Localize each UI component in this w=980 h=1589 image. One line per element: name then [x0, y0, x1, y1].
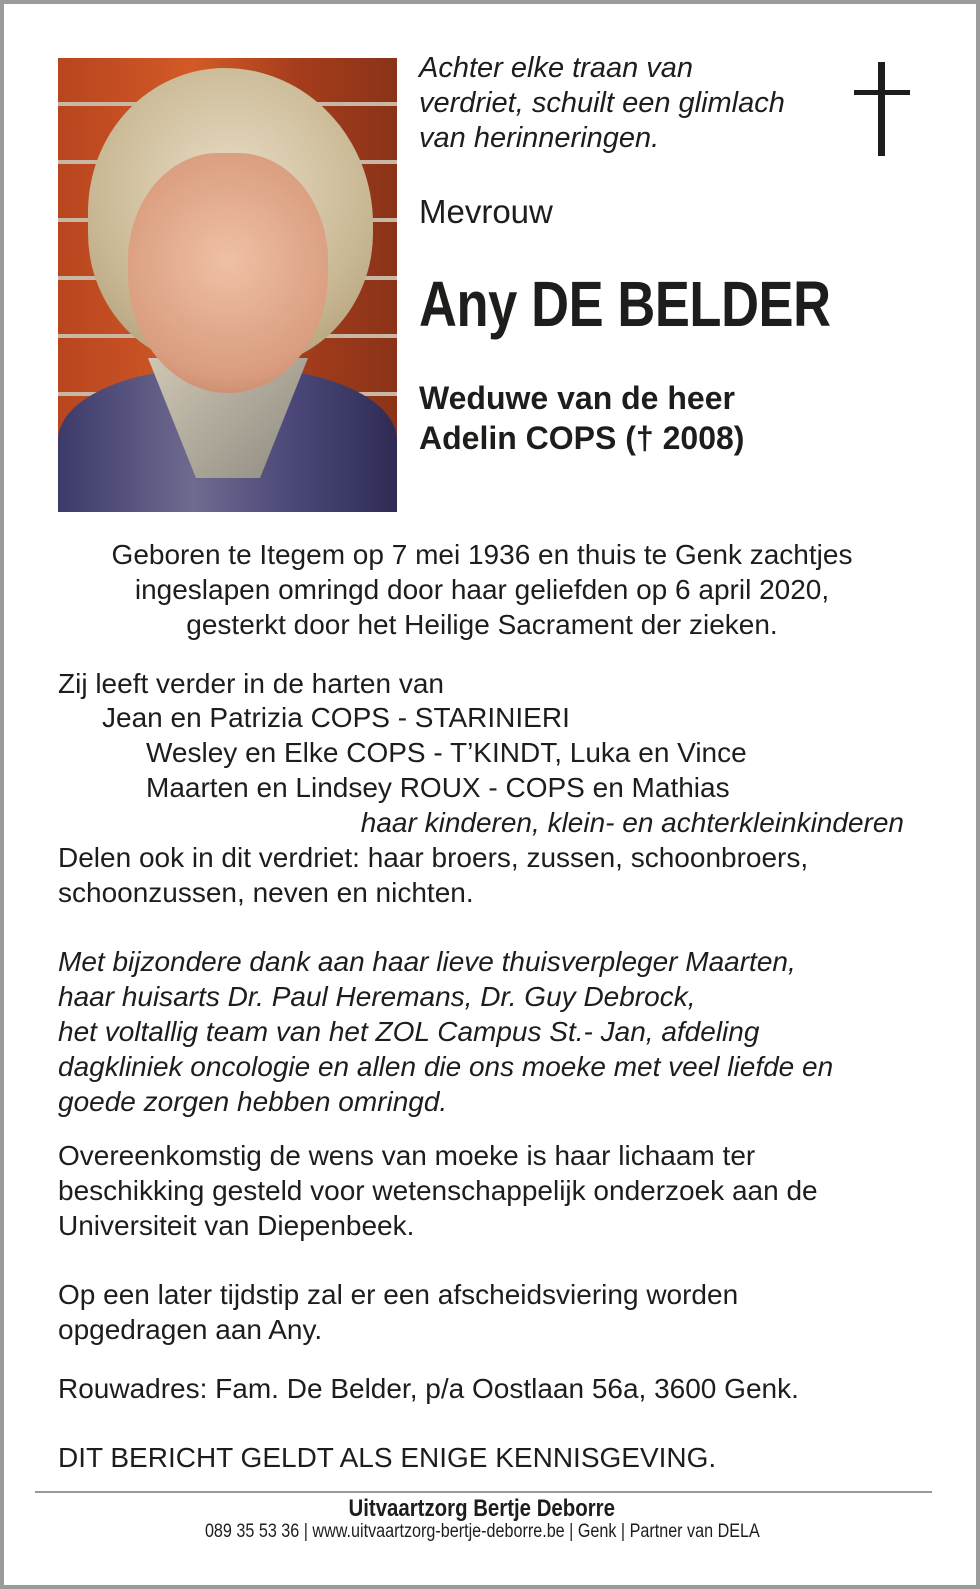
widow-line: Weduwe van de heer [419, 380, 735, 416]
farewell-line: opgedragen aan Any. [58, 1314, 323, 1345]
quote-line: Achter elke traan van [419, 52, 694, 84]
funeral-company: Uitvaartzorg Bertje Deborre [348, 1495, 616, 1522]
funeral-contact: 089 35 53 36 | www.uitvaartzorg-bertje-deborre.be | Genk | Partner van DELA [204, 1521, 760, 1542]
family-also: Delen ook in dit verdriet: haar broers, zussen, schoonbroers, [58, 842, 809, 873]
family-intro: Zij leeft verder in de harten van [58, 668, 444, 699]
birth-line: gesterkt door het Heilige Sacrament der zieken. [186, 609, 778, 640]
title: Mevrouw [419, 193, 553, 230]
science-line: Overeenkomstig de wens van moeke is haar lichaam ter [58, 1140, 756, 1171]
family-caption: haar kinderen, klein- en achterkleinkinderen [360, 807, 904, 838]
thanks-line: Met bijzondere dank aan haar lieve thuisverpleger Maarten, [58, 946, 796, 977]
thanks-line: haar huisarts Dr. Paul Heremans, Dr. Guy Debrock, [58, 981, 696, 1012]
science-line: beschikking gesteld voor wetenschappelijk onderzoek aan de [58, 1175, 818, 1206]
quote-line: van herinneringen. [419, 122, 660, 154]
footer-divider [35, 1491, 932, 1493]
notice: DIT BERICHT GELDT ALS ENIGE KENNISGEVING. [58, 1442, 717, 1473]
family-member: Maarten en Lindsey ROUX - COPS en Mathias [146, 772, 730, 803]
quote-line: verdriet, schuilt een glimlach [419, 87, 785, 119]
widow-line: Adelin COPS († 2008) [419, 420, 745, 456]
thanks-line: dagkliniek oncologie en allen die ons moeke met veel liefde en [58, 1051, 834, 1082]
birth-line: Geboren te Itegem op 7 mei 1936 en thuis te Genk zachtjes [111, 539, 853, 570]
portrait-photo [58, 58, 397, 512]
family-member: Wesley en Elke COPS - T’KINDT, Luka en Vince [146, 737, 747, 768]
cross-icon [854, 62, 910, 156]
thanks-line: het voltallig team van het ZOL Campus St.- Jan, afdeling [58, 1016, 760, 1047]
address: Rouwadres: Fam. De Belder, p/a Oostlaan 56a, 3600 Genk. [58, 1373, 799, 1404]
thanks-line: goede zorgen hebben omringd. [58, 1086, 448, 1117]
family-member: Jean en Patrizia COPS - STARINIERI [102, 702, 570, 733]
family-also: schoonzussen, neven en nichten. [58, 877, 474, 908]
deceased-name: Any DE BELDER [419, 268, 831, 340]
farewell-line: Op een later tijdstip zal er een afscheidsviering worden [58, 1279, 739, 1310]
birth-line: ingeslapen omringd door haar geliefden op 6 april 2020, [134, 574, 830, 605]
science-line: Universiteit van Diepenbeek. [58, 1210, 415, 1241]
